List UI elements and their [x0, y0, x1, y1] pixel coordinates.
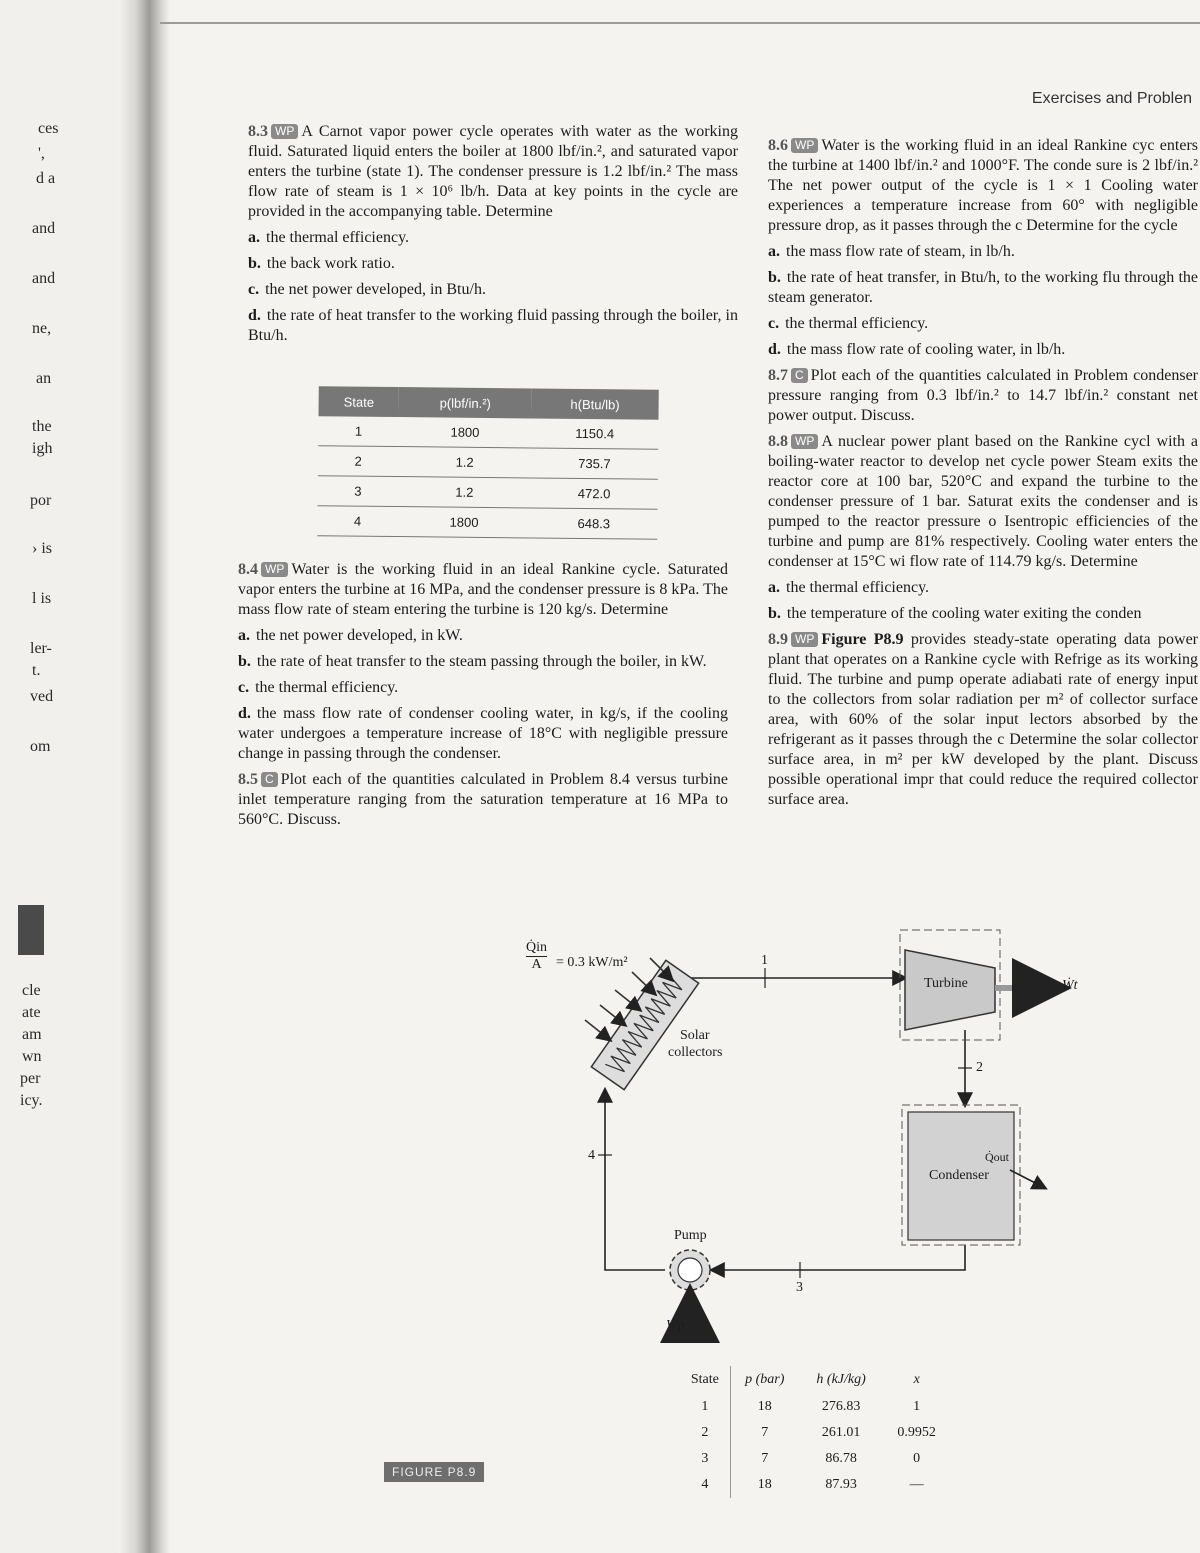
problem-number: 8.8 — [768, 433, 788, 450]
figure-caption: FIGURE P8.9 — [384, 1462, 484, 1482]
table-header: p(lbf/in.²) — [399, 387, 532, 418]
state-4-label: 4 — [588, 1148, 595, 1163]
problem-number: 8.5 — [238, 771, 258, 788]
margin-word: om — [30, 738, 51, 755]
margin-word: wn — [22, 1048, 42, 1065]
table-row: 2 7 261.01 0.9952 — [680, 1420, 950, 1446]
table-header: h(Btu/lb) — [531, 388, 658, 419]
q-in-value: = 0.3 kW/m² — [556, 955, 628, 970]
table-row: 3 7 86.78 0 — [680, 1446, 950, 1472]
state-3-label: 3 — [796, 1280, 803, 1295]
solar-label: Solar — [680, 1028, 710, 1043]
problem-text: Water is the working fluid in an ideal Rankine cyc enters the turbine at 1400 lbf/in.² and 1000°F. The conde sure is 2 lbf/in.² The net power output of the cycle is 1 × 1 Cooling water experiences a temperature increase from 60° with negligible pressure drop, as it passes through the c Determine for the cycle — [768, 137, 1198, 234]
running-head: Exercises and Problen — [1031, 90, 1192, 107]
state-2-label: 2 — [976, 1060, 983, 1075]
margin-word: por — [30, 492, 52, 509]
wp-badge: WP — [791, 138, 818, 153]
area-label: A — [531, 957, 542, 972]
wp-badge: WP — [791, 434, 818, 449]
margin-word: ate — [22, 1004, 41, 1021]
subitem: d. the mass flow rate of condenser cooling water, in kg/s, if the cooling water undergoes a temperature increase of 18°C with negligible pressure change in passing through the condenser. — [238, 705, 728, 762]
problem-text: A Carnot vapor power cycle operates with water as the working fluid. Saturated liquid enters the boiler at 1800 lbf/in.², and saturated vapor enters the turbine (state 1). The condenser pressure is 1.2 lbf/in.² The mass flow rate of steam is 1 × 10⁶ lb/h. Data at key points in the cycle are provided in the accompanying table. Determine — [248, 123, 738, 220]
turbine-work-label: Ẇt — [1062, 978, 1078, 993]
subitem: c. the thermal efficiency. — [768, 315, 929, 332]
margin-word: an — [36, 370, 52, 387]
table-row: 4 1800 648.3 — [317, 506, 657, 540]
margin-word: ler- — [30, 640, 52, 657]
problem-text: Water is the working fluid in an ideal Rankine cycle. Saturated vapor enters the turbine at 16 MPa, and the condenser pressure is 8 kPa. The mass flow rate of steam entering the turbine is 120 kg/s. Determine — [238, 561, 728, 618]
flow-line — [712, 1245, 965, 1270]
table-header: State — [318, 386, 399, 417]
margin-word: the — [32, 418, 52, 435]
subitem: d. the rate of heat transfer to the working fluid passing through the boiler, in Btu/h. — [248, 307, 738, 344]
problem-text: A nuclear power plant based on the Rankine cycl with a boiling-water reactor to develop net cycle power Steam exits the reactor core at 100 bar, 520°C and expand the turbine to the condenser pressure of 1 bar. Saturat exits the condenser and is pumped to the reactor pressure o Isentropic efficiencies of the turbine and pump are 81% respectively. Cooling water enters the condenser at 15°C wi flow rate of 114.79 kg/s. Determine — [768, 433, 1198, 570]
subitem: a. the net power developed, in kW. — [238, 627, 463, 644]
margin-word: l is — [32, 590, 52, 607]
subitem: c. the thermal efficiency. — [238, 679, 399, 696]
subitem: b. the rate of heat transfer to the steam passing through the boiler, in kW. — [238, 653, 707, 670]
turbine-label: Turbine — [924, 976, 968, 991]
table-header: p (bar) — [745, 1372, 785, 1387]
pump-label: Pump — [674, 1228, 707, 1243]
problem-number: 8.4 — [238, 561, 258, 578]
c-badge: C — [791, 368, 808, 383]
subitem: b. the temperature of the cooling water exiting the conden — [768, 605, 1142, 622]
q-in-fraction — [526, 940, 547, 973]
q-in-label: Q̇in — [526, 940, 547, 955]
subitem: b. the rate of heat transfer, in Btu/h, to the working flu through the steam generator. — [768, 269, 1198, 306]
problem-number: 8.7 — [768, 367, 788, 384]
collectors-label: collectors — [668, 1045, 723, 1060]
table-header: x — [913, 1372, 920, 1387]
problem-number: 8.6 — [768, 137, 788, 154]
subitem: d. the mass flow rate of cooling water, in lb/h. — [768, 341, 1066, 358]
problem-text: Plot each of the quantities calculated in Problem condenser pressure ranging from 0.3 lbf/in.² to 14.7 lbf/in.² constant net power output. Discuss. — [768, 367, 1198, 424]
margin-word: icy. — [20, 1092, 43, 1109]
margin-word: ved — [30, 688, 54, 705]
problem-number: 8.9 — [768, 631, 788, 648]
table-row: 1 1800 1150.4 — [318, 416, 658, 449]
margin-word: cle — [22, 982, 41, 999]
subitem: a. the thermal efficiency. — [248, 229, 410, 246]
table-header: h (kJ/kg) — [816, 1372, 866, 1387]
subitem: b. the back work ratio. — [248, 255, 395, 272]
pump-work-label: Ẇp — [666, 1318, 685, 1333]
state-1-label: 1 — [761, 953, 768, 968]
problem-number: 8.3 — [248, 123, 268, 140]
c-badge: C — [261, 772, 278, 787]
problem-text: provides steady-state operating data power plant that operates on a Rankine cycle with Refrige as its working fluid. The turbine and pump operate adiabati rate of energy input to the collectors from solar radiation per m² of collector surface area, with 60% of the solar input lectors absorbed by the refrigerant as it passes through the c Determine the solar collector surface area, in m² per kW developed by the plant. Discuss possible operational impr that could reduce the required collector surface area. — [768, 631, 1198, 808]
solar-collector — [591, 960, 698, 1089]
margin-word: › is — [32, 540, 52, 557]
table-row: 3 1.2 472.0 — [318, 476, 658, 510]
subitem: a. the mass flow rate of steam, in lb/h. — [768, 243, 1015, 260]
subitem: a. the thermal efficiency. — [768, 579, 930, 596]
wp-badge: WP — [261, 562, 288, 577]
figure-reference: Figure P8.9 — [821, 631, 904, 648]
table-row: 1 18 276.83 1 — [680, 1394, 950, 1420]
q-out-label: Q̇out — [985, 1150, 1009, 1164]
table-row: 4 18 87.93 — — [680, 1472, 950, 1498]
margin-word: per — [20, 1070, 41, 1087]
margin-word: am — [22, 1026, 42, 1043]
problem-text: Plot each of the quantities calculated in Problem 8.4 versus turbine inlet temperature ranging from the saturation temperature at 16 MPa to 560°C. Discuss. — [238, 771, 728, 828]
condenser-label: Condenser — [929, 1168, 989, 1183]
margin-word: t. — [32, 662, 41, 679]
margin-word: and — [32, 220, 56, 237]
margin-word: ne, — [32, 320, 52, 337]
margin-word: and — [32, 270, 56, 287]
wp-badge: WP — [791, 632, 818, 647]
margin-word: igh — [32, 440, 53, 457]
margin-word: ces — [38, 120, 59, 137]
flow-line — [605, 1090, 665, 1270]
wp-badge: WP — [271, 124, 298, 139]
table-header: State — [680, 1366, 730, 1394]
table-row: 2 1.2 735.7 — [318, 446, 658, 480]
margin-word: ', — [38, 145, 45, 162]
margin-word: d a — [36, 170, 56, 187]
subitem: c. the net power developed, in Btu/h. — [248, 281, 486, 298]
state-table-p8-9 — [680, 1366, 950, 1498]
